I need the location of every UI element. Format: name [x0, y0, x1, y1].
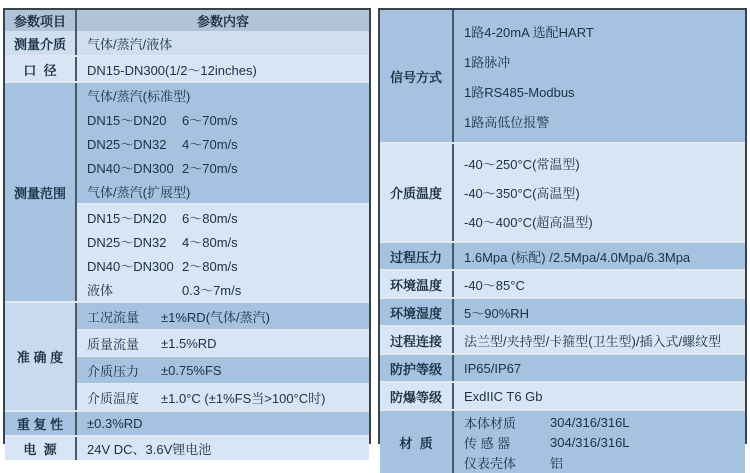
spec-line [454, 452, 745, 472]
spec-line [77, 356, 369, 383]
section-material [380, 409, 745, 473]
signal-line: 1路4-20mA 选配HART [464, 24, 594, 40]
signal-line: 1路RS485-Modbus [464, 84, 575, 100]
accuracy-value: ±1.5%RD [161, 335, 217, 351]
medium-temp-line: -40～250°C(常温型) [464, 157, 580, 172]
row-label-process-connection: 过程连接 [380, 327, 452, 353]
section-measuring-range [5, 81, 369, 301]
row-label-medium-temperature: 介质温度 [380, 144, 452, 241]
accuracy-value: ±0.75%FS [161, 362, 222, 378]
range-size: 液体 [87, 282, 114, 298]
row-value-explosion-proof-rating: ExdIIC T6 Gb [464, 388, 543, 404]
medium-temp-line: -40～400°C(超高温型) [464, 215, 593, 230]
section-measuring-medium [5, 31, 369, 55]
row-label-measuring-medium: 测量介质 [5, 31, 75, 55]
spec-line [77, 383, 369, 410]
row-value-process-connection: 法兰型/夹持型/卡箍型(卫生型)/插入式/螺纹型 [464, 333, 722, 349]
section-protection-rating [380, 353, 745, 381]
row-label-protection-rating: 防护等级 [380, 355, 452, 381]
spec-line [77, 107, 369, 131]
material-value: 304/316/316L [550, 434, 630, 450]
signal-line: 1路脉冲 [464, 54, 511, 70]
spec-line [77, 155, 369, 179]
material-item: 仪表壳体 [464, 455, 517, 471]
row-label-ambient-temperature: 环境温度 [380, 271, 452, 297]
row-value-measuring-medium: 气体/蒸汽/液体 [87, 36, 173, 52]
row-label-power-supply: 电 源 [5, 437, 75, 460]
row-value-process-pressure: 1.6Mpa (标配) /2.5Mpa/4.0Mpa/6.3Mpa [464, 249, 691, 265]
section-explosion-proof-rating [380, 381, 745, 409]
row-label-repeatability: 重 复 性 [5, 412, 75, 435]
row-label-material: 材 质 [380, 411, 452, 473]
medium-temp-line: -40～350°C(高温型) [464, 186, 580, 201]
material-value: 铝 [550, 455, 564, 471]
section-medium-temperature [380, 142, 745, 241]
row-value-protection-rating: IP65/IP67 [464, 360, 522, 376]
spec-line [77, 205, 369, 229]
range-size: DN40～DN300 [87, 160, 174, 176]
row-label-accuracy: 准 确 度 [5, 303, 75, 410]
row-label-diameter: 口 径 [5, 57, 75, 81]
range-standard-block [77, 83, 369, 203]
row-label-explosion-proof-rating: 防爆等级 [380, 383, 452, 409]
range-extended-title: 气体/蒸汽(扩展型) [87, 184, 191, 200]
header-cell-parameter-item: 参数项目 [13, 14, 66, 29]
accuracy-item: 介质压力 [87, 363, 140, 379]
table-header [5, 10, 369, 31]
spec-table-left [3, 8, 371, 457]
section-ambient-temperature [380, 269, 745, 297]
material-item: 本体材质 [464, 415, 517, 431]
range-velocity: 6～80m/s [182, 210, 238, 226]
row-value-ambient-humidity: 5～90%RH [464, 305, 530, 321]
range-size: DN15～DN20 [87, 210, 167, 226]
section-process-pressure [380, 241, 745, 269]
spec-line [77, 229, 369, 253]
row-value-power-supply: 24V DC、3.6V锂电池 [87, 442, 212, 457]
row-value-ambient-temperature: -40～85°C [464, 277, 525, 293]
row-label-ambient-humidity: 环境湿度 [380, 299, 452, 325]
range-velocity: 6～70m/s [182, 112, 238, 128]
range-size: DN40～DN300 [87, 258, 174, 274]
accuracy-item: 工况流量 [87, 309, 140, 325]
spec-line [77, 303, 369, 329]
spec-line [454, 412, 745, 432]
section-diameter [5, 55, 369, 81]
row-value-repeatability: ±0.3%RD [87, 416, 143, 431]
section-signal-mode [380, 10, 745, 142]
section-ambient-humidity [380, 297, 745, 325]
spec-line [77, 329, 369, 356]
section-repeatability [5, 410, 369, 435]
material-item: 传 感 器 [464, 435, 511, 451]
range-velocity: 2～80m/s [182, 258, 238, 274]
accuracy-value: ±1%RD(气体/蒸汽) [161, 309, 270, 325]
header-cell-parameter-content: 参数内容 [75, 10, 369, 31]
row-label-process-pressure: 过程压力 [380, 243, 452, 269]
accuracy-item: 质量流量 [87, 336, 140, 352]
range-velocity: 0.3～7m/s [182, 282, 242, 298]
spec-line [77, 131, 369, 155]
material-value: 304/316/316L [550, 414, 630, 430]
range-extended-block [77, 203, 369, 301]
row-label-measuring-range: 测量范围 [5, 83, 75, 301]
range-size: DN15～DN20 [87, 112, 167, 128]
row-value-diameter: DN15-DN300(1/2～12inches) [87, 62, 257, 78]
spec-line [454, 432, 745, 452]
range-velocity: 4～70m/s [182, 136, 238, 152]
row-label-signal-mode: 信号方式 [380, 10, 452, 142]
range-size: DN25～DN32 [87, 136, 167, 152]
section-accuracy [5, 301, 369, 410]
spec-line [77, 253, 369, 277]
signal-line: 1路高低位报警 [464, 114, 550, 130]
range-velocity: 4～80m/s [182, 234, 238, 250]
spec-table-right [378, 8, 747, 471]
range-velocity: 2～70m/s [182, 160, 238, 176]
accuracy-value: ±1.0°C (±1%FS当>100°C时) [161, 390, 326, 406]
section-process-connection [380, 325, 745, 353]
range-standard-title: 气体/蒸汽(标准型) [87, 88, 191, 104]
section-power-supply [5, 435, 369, 460]
range-size: DN25～DN32 [87, 234, 167, 250]
accuracy-item: 介质温度 [87, 390, 140, 406]
spec-line [77, 277, 369, 301]
